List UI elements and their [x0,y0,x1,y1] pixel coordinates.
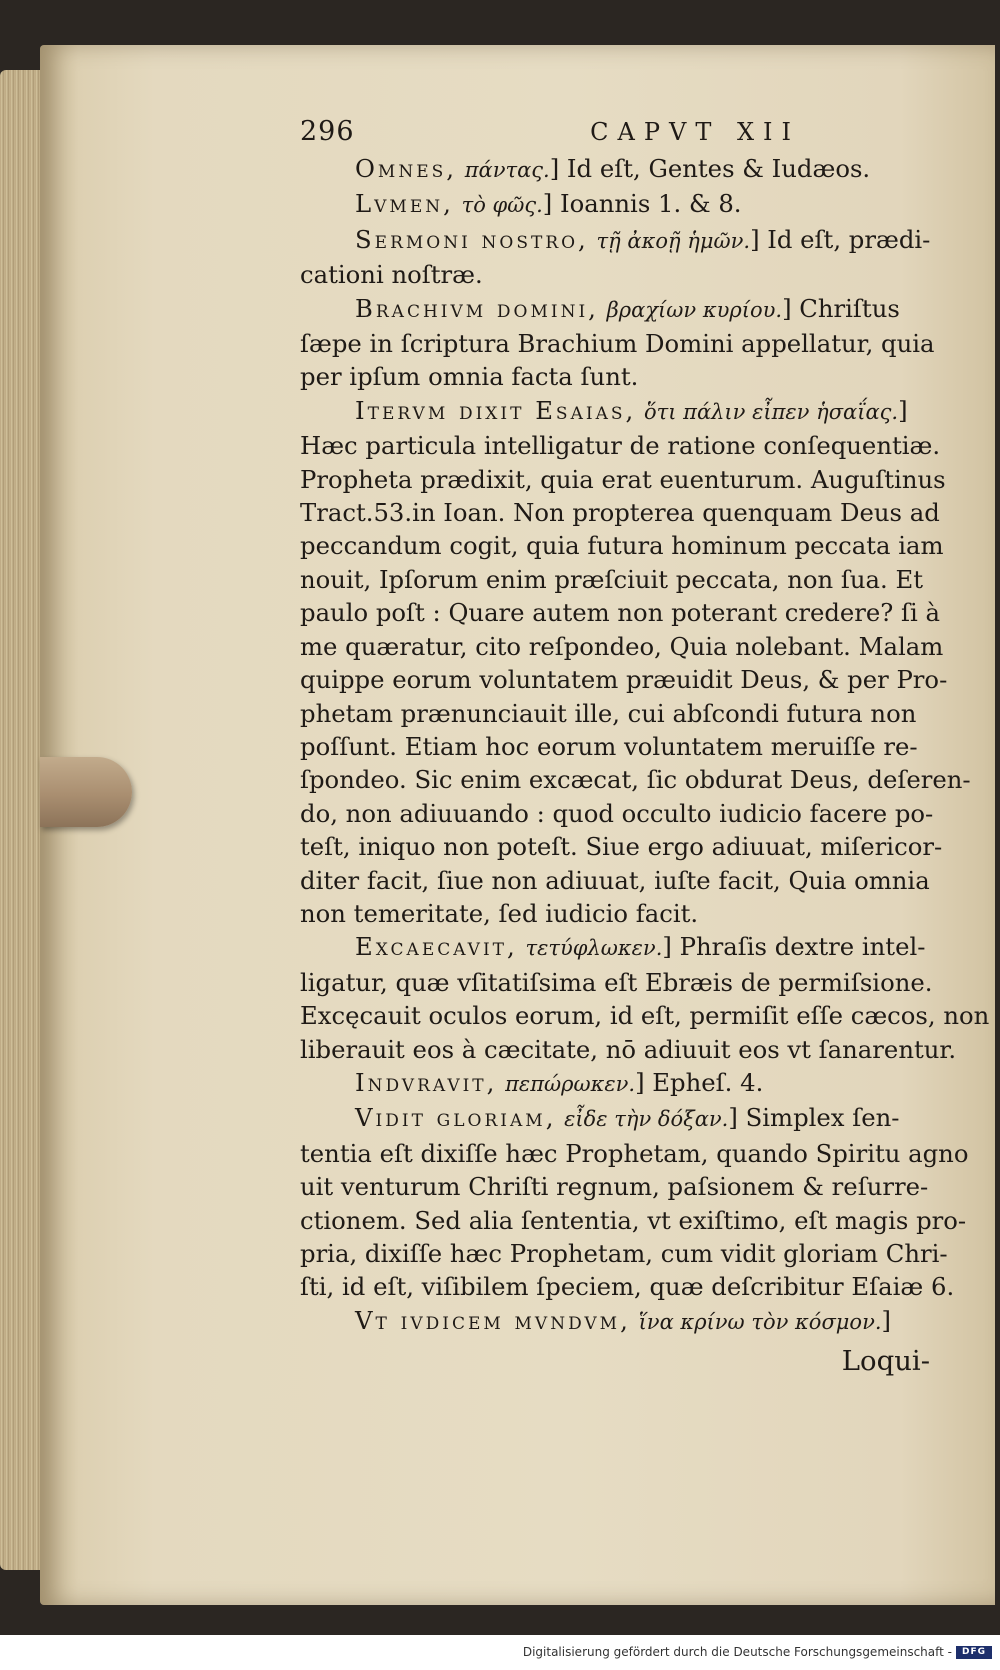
text-line: do, non adiuuando : quod occulto iudicio facere po- [300,798,934,828]
line-text: ] Ioannis 1. & 8. [542,189,742,219]
text-line: poſſunt. Etiam hoc eorum voluntatem meruiſſe re- [300,731,918,761]
running-head: CAPVT XII [590,118,800,146]
greek-term: τετύφλωκεν. [525,936,663,961]
greek-term: τὸ φῶς. [461,193,543,218]
page-text [300,112,990,1379]
text-line [300,187,990,222]
text-line: nouit, Ipſorum enim præſciuit peccata, non ſua. Et [300,564,923,594]
greek-term: ἵνα κρίνω τὸν κόσμον. [638,1309,882,1334]
line-text: ] Simplex ſen- [728,1103,900,1133]
text-line: pria, dixiſſe hæc Prophetam, cum vidit gloriam Chri- [300,1239,948,1268]
digitization-footer [0,1635,1000,1670]
lemma: Vidit gloriam, [355,1103,557,1133]
text-line [300,152,990,187]
text-line: liberauit eos à cæcitate, nō adiuuit eos vt ſanarentur. [300,1034,957,1064]
lemma: Excaecavit, [355,932,518,962]
text-line: ſpondeo. Sic enim excæcat, ſic obdurat Deus, deſeren- [300,765,971,795]
dfg-logo: DFG [956,1646,992,1659]
text-line: peccandum cogit, quia futura hominum peccata iam [300,531,944,561]
text-line [300,223,990,258]
lemma: Lvmen, [355,189,454,219]
text-line: non temeritate, ſed iudicio facit. [300,898,699,928]
page-number: 296 [300,116,355,147]
line-text: ] [881,1305,892,1335]
greek-term: τῇ ἀκοῇ ἡμῶν. [596,228,751,253]
text-line [300,394,990,429]
greek-term: εἶδε τὴν δόξαν. [564,1107,729,1132]
page-clamp [40,757,132,827]
footer-credit: Digitalisierung gefördert durch die Deutsche Forschungsgemeinschaft - [522,1645,952,1659]
lemma: Itervm dixit Esaias, [355,395,637,425]
text-line: quippe eorum voluntatem præuidit Deus, & per Pro- [300,665,948,695]
text-line: per ipſum omnia facta ſunt. [300,362,639,392]
page-header [300,112,800,152]
greek-term: πάντας. [464,158,550,182]
text-line: Excęcauit oculos eorum, id eſt, permiſit eſſe cæcos, non [300,1001,990,1031]
text-line: uit venturum Chriſti regnum, paſsionem & reſurre- [300,1172,929,1202]
text-line: Tract.53.in Ioan. Non propterea quenquam Deus ad [300,498,940,528]
text-line: me quæratur, cito reſpondeo, Quia nolebant. Malam [300,631,944,661]
text-line: paulo poſt : Quare autem non poterant credere? ſi à [300,598,941,628]
text-line: diter facit, ſiue non adiuuat, iuſte facit, Quia omnia [300,865,930,895]
text-line [300,292,990,327]
text-line: Propheta prædixit, quia erat euenturum. Auguſtinus [300,464,946,494]
lemma: Sermoni nostro, [355,224,589,254]
lemma: Vt ivdicem mvndvm, [355,1305,631,1335]
text-line: Hæc particula intelligatur de ratione conſequentiæ. [300,431,941,461]
text-line: cationi noſtræ. [300,260,483,290]
lemma: Brachivm domini, [355,293,599,323]
lemma: Indvravit, [355,1067,498,1097]
catchword: Loqui- [841,1345,930,1378]
line-text: ] Phraſis dextre intel- [662,932,926,962]
greek-term: βραχίων κυρίου. [606,297,783,322]
text-line [300,1304,990,1339]
text-line: ligatur, quæ vſitatiſsima eſt Ebræis de permiſsione. [300,967,933,997]
text-line [300,1101,990,1136]
line-text: ] Epheſ. 4. [635,1067,764,1097]
line-text: ] [898,395,908,425]
text-line: tentia eſt dixiſſe hæc Prophetam, quando Spiritu agno [300,1138,969,1168]
text-line: phetam prænunciauit ille, cui abſcondi futura non [300,698,917,728]
line-text: ] Id eſt, prædi- [750,224,931,254]
greek-term: πεπώρωκεν. [505,1071,636,1096]
greek-term: ὅτι πάλιν εἶπεν ἡσαΐας. [643,399,899,424]
text-line [300,930,990,965]
text-line: ſti, id eſt, viſibilem ſpeciem, quæ deſcribitur Eſaiæ 6. [300,1272,955,1302]
text-line: teſt, iniquo non poteſt. Siue ergo adiuuat, miſericor- [300,832,943,862]
line-text: ] Id eſt, Gentes & Iudæos. [549,154,871,183]
line-text: ] Chriſtus [782,293,900,323]
text-line [300,1066,990,1101]
text-lines [300,152,990,1339]
lemma: Omnes, [355,154,457,183]
text-line: ctionem. Sed alia ſententia, vt exiſtimo, eſt magis pro- [300,1205,967,1235]
text-line: ſæpe in ſcriptura Brachium Domini appellatur, quia [300,329,935,359]
